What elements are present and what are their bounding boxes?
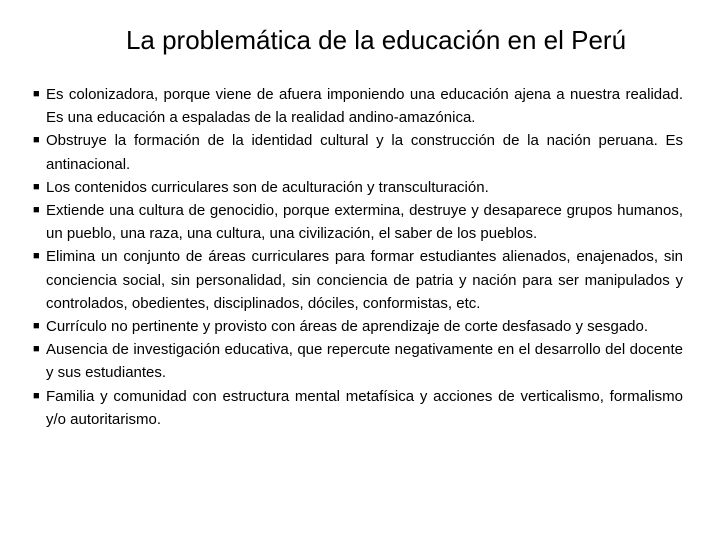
bullet-text: Ausencia de investigación educativa, que repercute negativamente en el desarrollo del docente y sus estudiantes. — [46, 341, 683, 382]
bullet-text: Es colonizadora, porque viene de afuera imponiendo una educación ajena a nuestra realidad. Es una educación a espaladas de la realidad andino-amazónica. — [46, 86, 683, 127]
square-bullet-icon: ■ — [33, 343, 40, 356]
bullet-item — [33, 245, 683, 315]
bullet-text: Currículo no pertinente y provisto con áreas de aprendizaje de corte desfasado y sesgado. — [46, 318, 649, 336]
bullet-text: Extiende una cultura de genocidio, porque extermina, destruye y desaparece grupos humanos, un pueblo, una raza, una cultura, una civilización, el saber de los pueblos. — [46, 202, 683, 243]
square-bullet-icon: ■ — [33, 134, 40, 147]
bullet-item — [33, 83, 683, 129]
square-bullet-icon: ■ — [33, 250, 40, 263]
bullet-text: Elimina un conjunto de áreas curriculares para formar estudiantes alienados, enajenados, sin conciencia social, sin personalidad, sin conciencia de patria y nación para ser manipulados y controlados, obedientes, disciplinados, dóciles, conformistas, etc. — [46, 248, 683, 312]
square-bullet-icon: ■ — [33, 320, 40, 333]
bullet-list — [33, 83, 683, 431]
bullet-item — [33, 385, 683, 431]
square-bullet-icon: ■ — [33, 180, 40, 193]
bullet-item — [33, 199, 683, 245]
square-bullet-icon: ■ — [33, 204, 40, 217]
bullet-text: Los contenidos curriculares son de aculturación y transculturación. — [46, 178, 489, 196]
bullet-item — [33, 176, 683, 199]
slide-title: La problemática de la educación en el Perú — [125, 25, 627, 55]
bullet-text: Obstruye la formación de la identidad cultural y la construcción de la nación peruana. Es antinacional. — [46, 132, 683, 173]
square-bullet-icon: ■ — [33, 88, 40, 100]
bullet-item — [33, 338, 683, 384]
bullet-item — [33, 315, 683, 338]
bullet-text: Familia y comunidad con estructura mental metafísica y acciones de verticalismo, formalismo y/o autoritarismo. — [46, 387, 683, 428]
bullet-item — [33, 129, 683, 175]
square-bullet-icon: ■ — [33, 389, 40, 402]
